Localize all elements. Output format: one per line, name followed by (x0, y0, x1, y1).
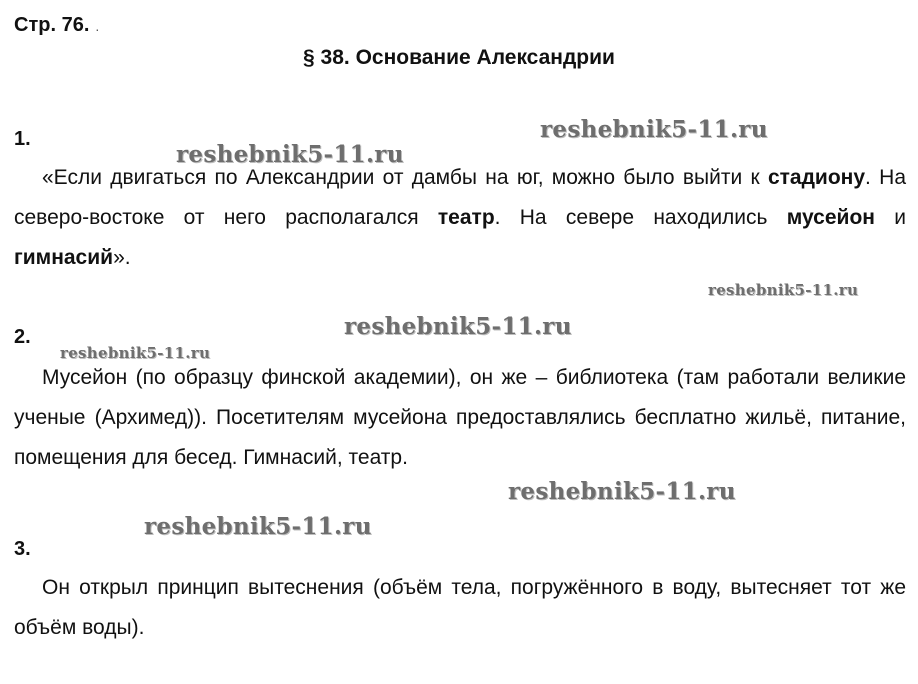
answer-paragraph-2 (14, 358, 906, 478)
page-reference (14, 14, 99, 37)
page-reference-mark: . (95, 18, 100, 34)
answer-1-term-stadium: стадиону (767, 166, 866, 189)
answer-1-text: . На северо-востоке от него располагался (14, 166, 906, 229)
answer-1-term-museion: мусейон (786, 206, 875, 229)
answer-1-term-theatre: театр (437, 206, 495, 229)
answer-1-text: и (874, 206, 906, 229)
answer-paragraph-1 (14, 158, 906, 278)
watermark: reshebnik5-11.ru (540, 116, 768, 143)
watermark: reshebnik5-11.ru (60, 344, 211, 362)
watermark: reshebnik5-11.ru (708, 281, 859, 299)
answer-number-2: 2. (14, 326, 31, 348)
answer-paragraph-3 (14, 568, 906, 648)
watermark: reshebnik5-11.ru (344, 313, 572, 340)
answer-number-1: 1. (14, 128, 31, 150)
page-reference-text: Стр. 76. (14, 14, 90, 36)
answer-1-text: ». (113, 246, 131, 269)
watermark: reshebnik5-11.ru (508, 478, 736, 505)
answer-1-text: «Если двигаться по Александрии от дамбы на юг, можно было выйти к (42, 166, 768, 189)
answer-1-text: . На севере находились (494, 206, 787, 229)
watermark: reshebnik5-11.ru (144, 513, 372, 540)
watermark: reshebnik5-11.ru (176, 141, 404, 168)
answer-2-text: Мусейон (по образцу финской академии), он же – библиотека (там работали великие ученые (Архимед)). Посетителям мусейона предоставлялись бесплатно жильё, питание, помещения для бесед. Гимнасий, театр. (14, 366, 906, 469)
section-title: § 38. Основание Александрии (303, 46, 615, 69)
answer-1-term-gymnasium: гимнасий (14, 246, 114, 269)
answer-3-text: Он открыл принцип вытеснения (объём тела, погружённого в воду, вытесняет тот же объём воды). (14, 576, 906, 639)
answer-number-3: 3. (14, 538, 31, 560)
